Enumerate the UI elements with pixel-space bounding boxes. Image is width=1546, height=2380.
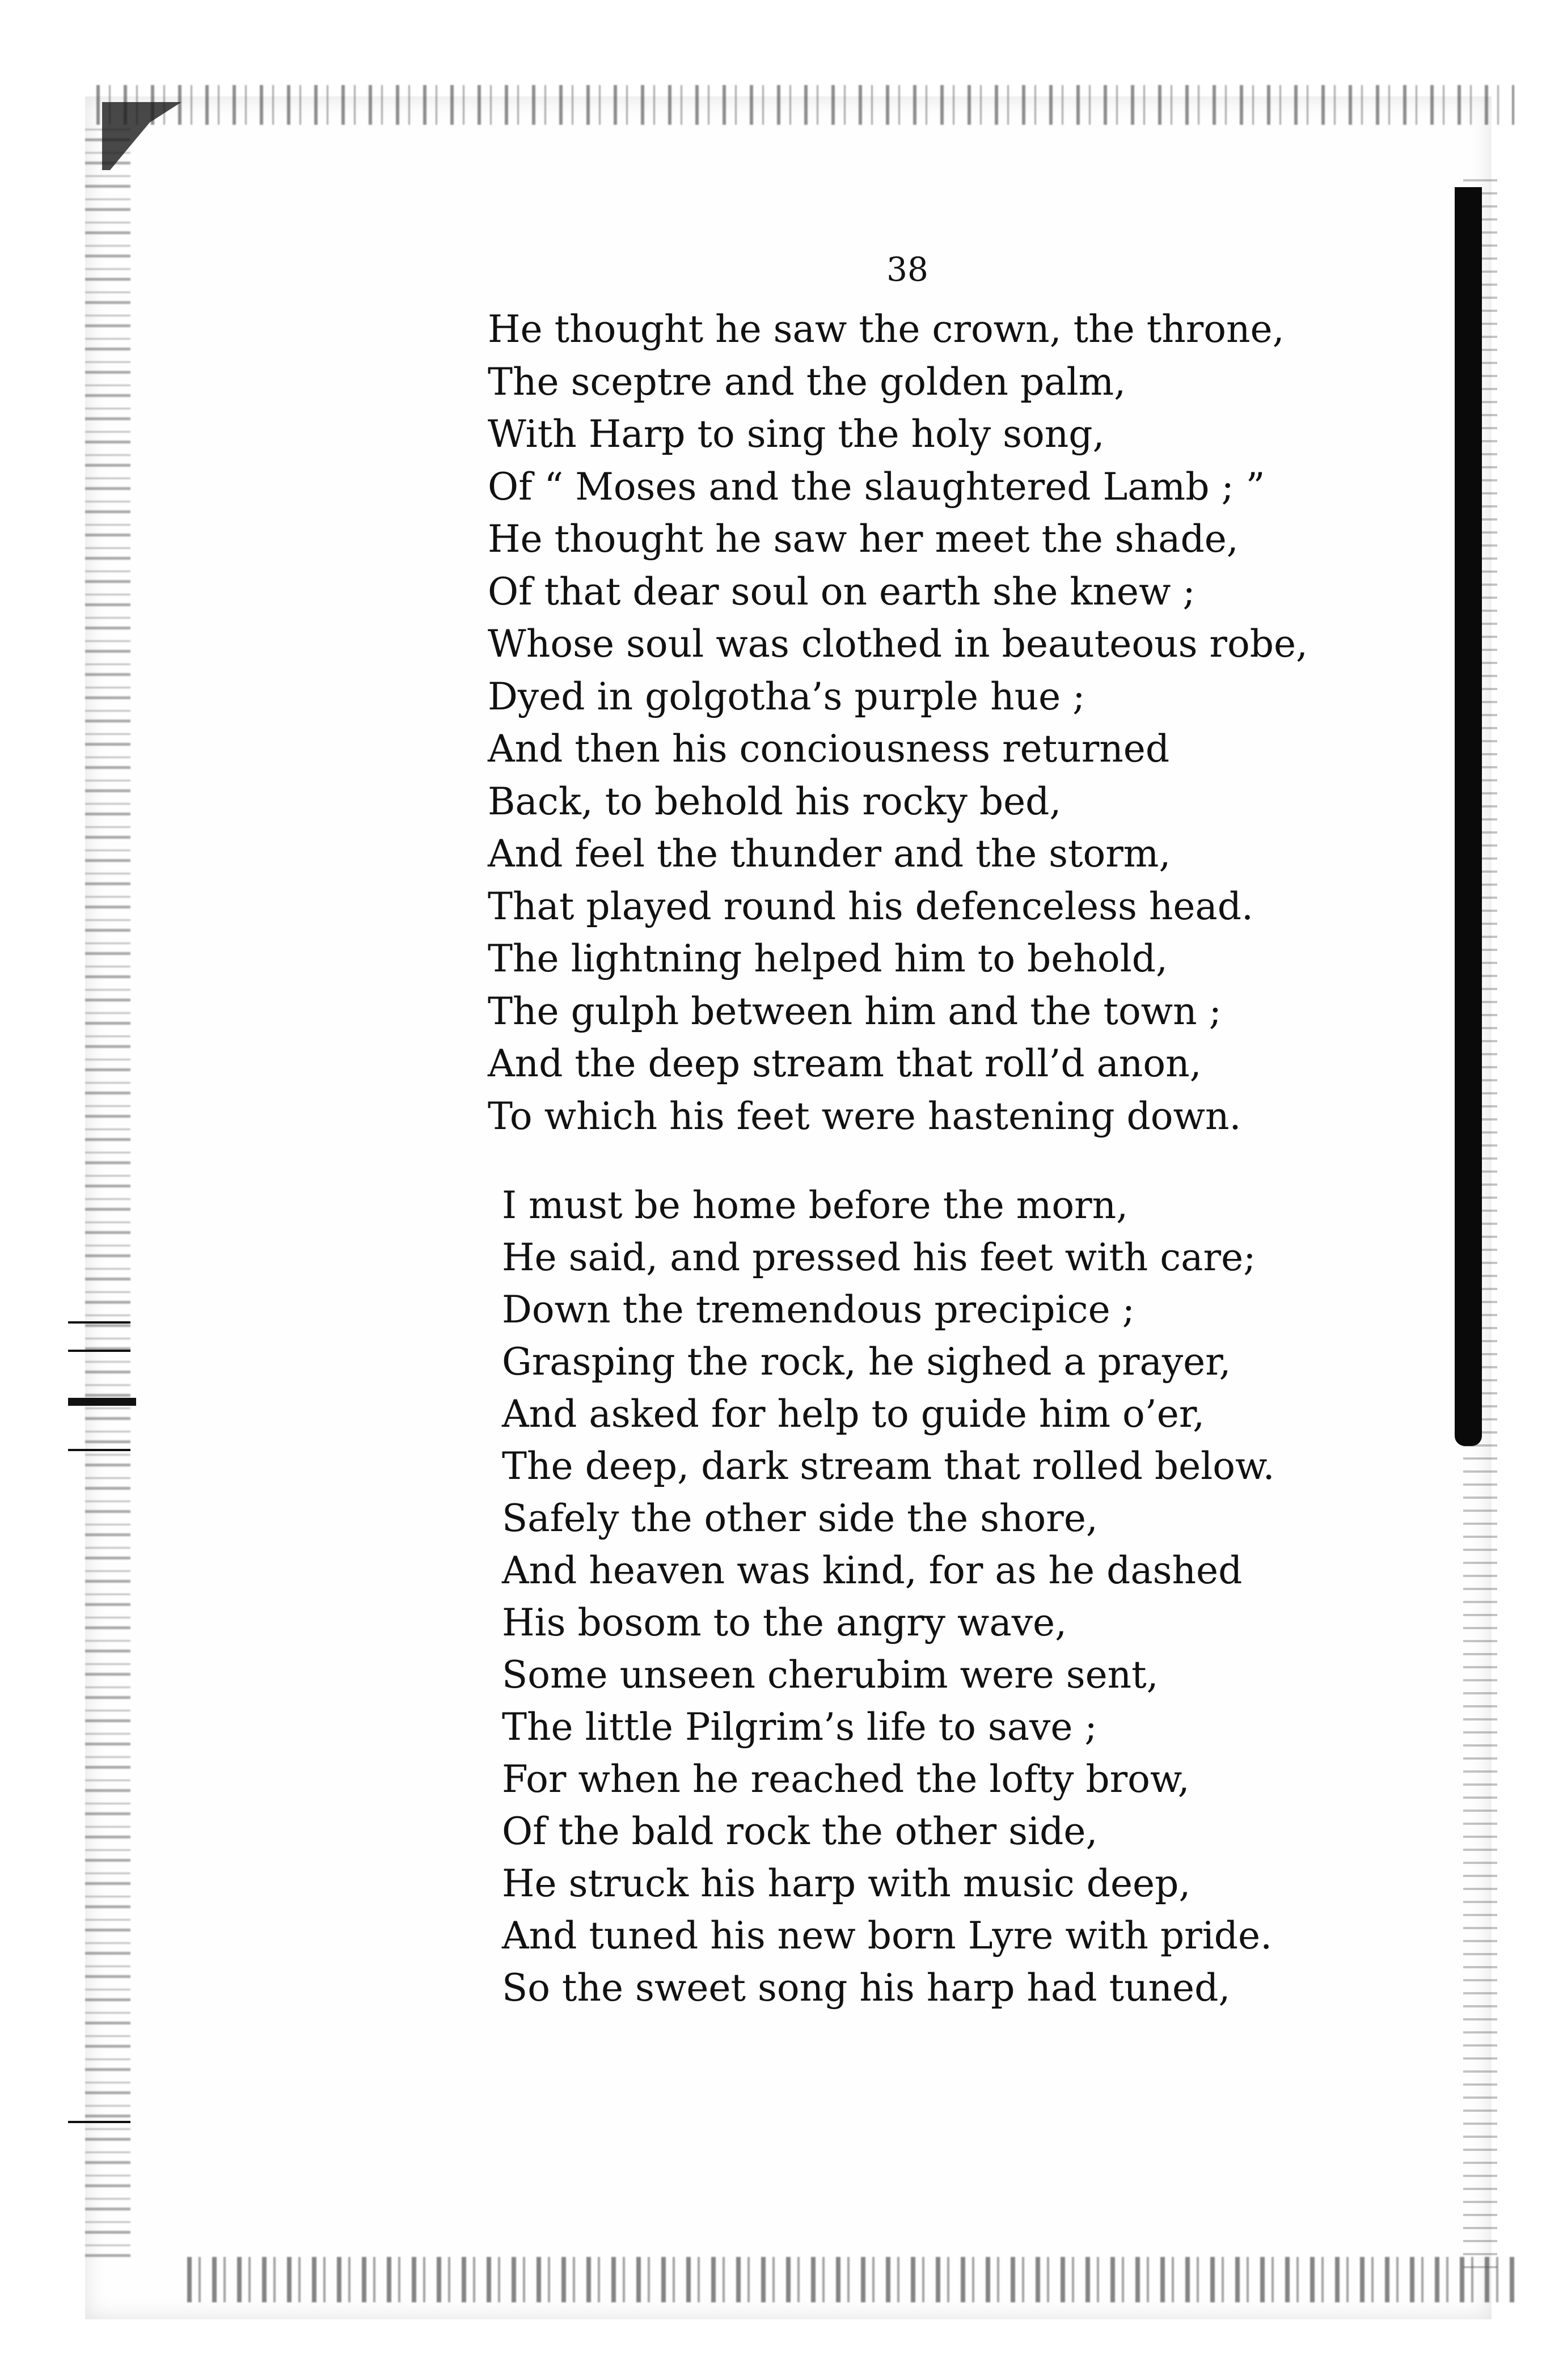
stanza-2 <box>502 1180 1275 2014</box>
verse-line: He thought he saw the crown, the throne, <box>488 307 1285 351</box>
margin-tick <box>68 2121 130 2123</box>
verse-line: And tuned his new born Lyre with pride. <box>502 1914 1273 1958</box>
margin-tick <box>68 1449 130 1451</box>
verse-line: Down the tremendous precipice ; <box>502 1288 1135 1331</box>
verse-line: His bosom to the angry wave, <box>502 1601 1067 1645</box>
verse-line: Whose soul was clothed in beauteous robe, <box>488 622 1308 666</box>
verse-line: Of the bald rock the other side, <box>502 1810 1098 1853</box>
verse-line: Safely the other side the shore, <box>502 1497 1098 1540</box>
page-number: 38 <box>886 250 928 289</box>
verse-line: The sceptre and the golden palm, <box>488 360 1126 404</box>
verse-line: The lightning helped him to behold, <box>488 937 1168 980</box>
verse-line: And asked for help to guide him o’er, <box>502 1392 1205 1436</box>
margin-tick <box>68 1350 130 1352</box>
verse-line: So the sweet song his harp had tuned, <box>502 1966 1231 2010</box>
margin-tick <box>68 1398 136 1406</box>
verse-line: To which his feet were hastening down. <box>488 1094 1241 1138</box>
scan-edge-bottom <box>187 2257 1514 2302</box>
verse-line: Of that dear soul on earth she knew ; <box>488 569 1196 614</box>
verse-line: He said, and pressed his feet with care; <box>502 1236 1256 1279</box>
stanza-1 <box>488 303 1308 1143</box>
verse-line: He struck his harp with music deep, <box>502 1862 1191 1905</box>
scan-edge-left <box>85 125 130 2257</box>
verse-line: The gulph between him and the town ; <box>488 989 1222 1033</box>
verse-line: That played round his defenceless head. <box>488 884 1254 928</box>
verse-line: Some unseen cherubim were sent, <box>502 1653 1159 1697</box>
verse-line: With Harp to sing the holy song, <box>488 412 1105 456</box>
margin-tick <box>68 1321 130 1324</box>
verse-line: And heaven was kind, for as he dashed <box>502 1549 1243 1592</box>
verse-line: The deep, dark stream that rolled below. <box>502 1444 1275 1488</box>
verse-line: Grasping the rock, he sighed a prayer, <box>502 1340 1231 1384</box>
verse-line: I must be home before the morn, <box>502 1183 1129 1227</box>
verse-line: For when he reached the lofty brow, <box>502 1757 1190 1801</box>
binding-shadow <box>1455 187 1482 1446</box>
verse-line: He thought he saw her meet the shade, <box>488 517 1239 561</box>
verse-line: Dyed in golgotha’s purple hue ; <box>488 674 1085 718</box>
verse-line: And then his conciousness returned <box>488 727 1170 771</box>
verse-line: Of “ Moses and the slaughtered Lamb ; ” <box>488 464 1265 509</box>
verse-line: And the deep stream that roll’d anon, <box>488 1042 1202 1085</box>
scan-edge-top <box>96 85 1514 125</box>
verse-line: And feel the thunder and the storm, <box>488 832 1171 876</box>
verse-line: The little Pilgrim’s life to save ; <box>502 1705 1097 1749</box>
verse-line: Back, to behold his rocky bed, <box>488 779 1062 823</box>
